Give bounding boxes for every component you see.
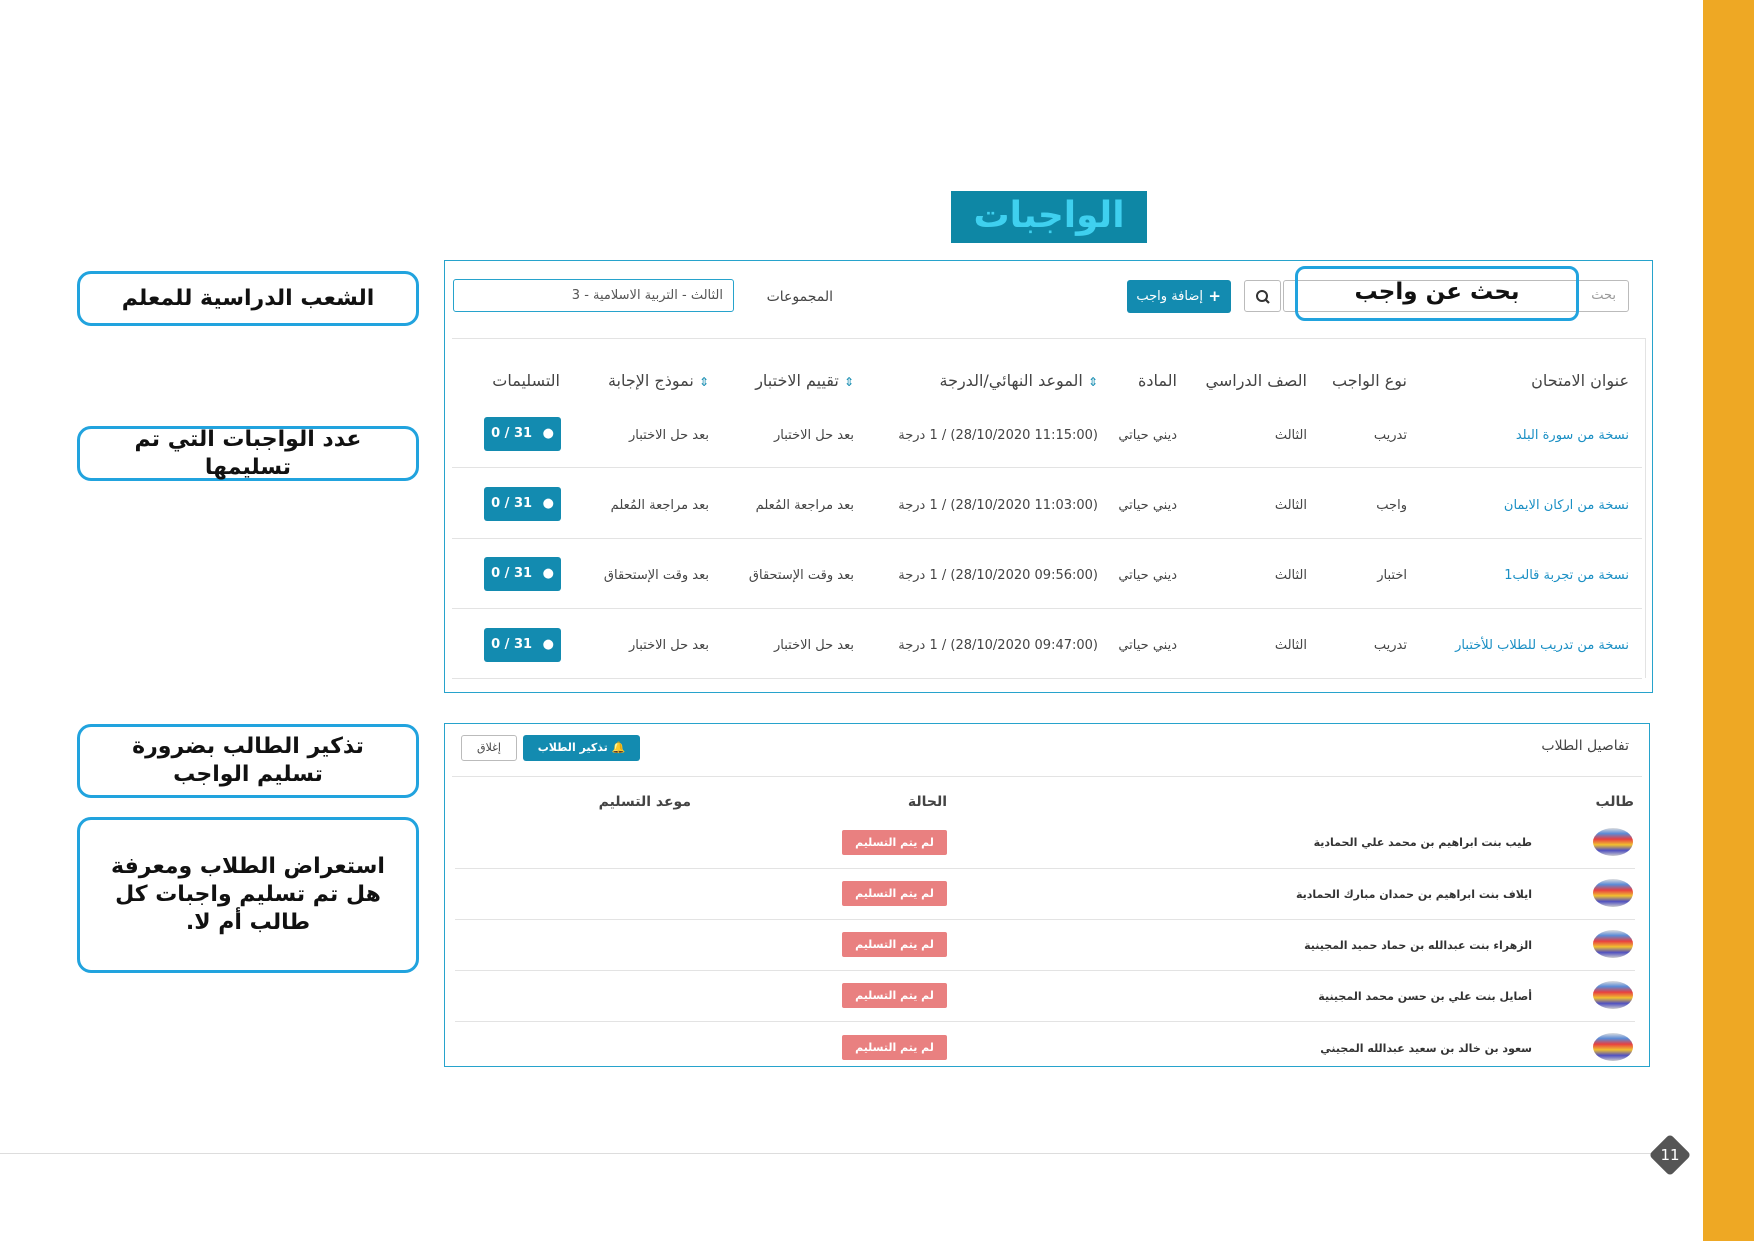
col-header-status: الحالة [907,794,947,810]
submissions-button[interactable] [484,628,561,662]
exam-title-link[interactable]: نسخة من سورة البلد [1515,428,1629,443]
search-icon [1245,281,1282,313]
table-cell-answer: بعد حل الاختبار [628,638,709,653]
close-button[interactable]: إغلاق [461,735,517,761]
remind-students-label: تذكير الطلاب [537,741,608,754]
row-divider [455,868,1635,869]
page-title: الواجبات [951,191,1147,243]
submissions-count: 0 / 31 [491,496,533,511]
exam-title-link[interactable]: نسخة من اركان الايمان [1503,498,1629,513]
details-title: تفاصيل الطلاب [1541,738,1629,754]
callout-review: استعراض الطلاب ومعرفة هل تم تسليم واجبات كل طالب أم لا. [77,817,419,973]
col-header-answer-label: نموذج الإجابة [607,371,694,390]
col-header-type: نوع الواجب [1332,371,1407,390]
row-divider [455,1021,1635,1022]
sort-icon: ⇕ [698,375,709,389]
user-icon: ● [542,496,554,511]
search-button[interactable] [1244,280,1281,312]
divider [452,776,1642,777]
status-badge: لم يتم التسليم [842,1035,947,1060]
col-header-due[interactable] [939,371,1098,390]
homework-panel [444,260,1653,693]
table-cell-grade: الثالث [1274,428,1307,443]
table-cell-grade: الثالث [1274,568,1307,583]
user-icon: ● [542,637,554,652]
avatar [1593,828,1633,856]
status-badge: لم يتم التسليم [842,881,947,906]
table-cell-subject: ديني حياتي [1118,428,1177,443]
callout-remind: تذكير الطالب بضرورة تسليم الواجب [77,724,419,798]
exam-title-link[interactable]: نسخة من تدريب للطلاب للأختبار [1455,638,1629,653]
submissions-button[interactable] [484,487,561,521]
add-homework-label: إضافة واجب [1136,289,1203,304]
groups-select[interactable]: الثالث - التربية الاسلامية - 3 [453,279,734,312]
table-cell-type: واجب [1376,498,1407,513]
table-cell-subject: ديني حياتي [1118,498,1177,513]
avatar [1593,981,1633,1009]
col-header-title: عنوان الامتحان [1531,371,1629,390]
row-divider [455,919,1635,920]
table-cell-answer: بعد حل الاختبار [628,428,709,443]
submissions-button[interactable] [484,417,561,451]
sort-icon: ⇕ [843,375,854,389]
col-header-student: طالب [1595,794,1634,810]
avatar [1593,1033,1633,1061]
row-divider [452,608,1642,609]
table-cell-answer: بعد مراجعة المُعلم [610,498,709,513]
col-header-subject: المادة [1138,371,1177,390]
page-number: 11 [1660,1146,1680,1164]
table-cell-due: (09:47:00 28/10/2020) / 1 درجة [898,638,1098,653]
table-cell-subject: ديني حياتي [1118,638,1177,653]
callout-groups: الشعب الدراسية للمعلم [77,271,419,326]
plus-icon: + [1208,287,1221,305]
status-badge: لم يتم التسليم [842,932,947,957]
callout-count: عدد الواجبات التي تم تسليمها [77,426,419,481]
col-header-eval[interactable] [755,371,854,390]
table-cell-grade: الثالث [1274,638,1307,653]
table-cell-subject: ديني حياتي [1118,568,1177,583]
submissions-count: 0 / 31 [491,637,533,652]
user-icon: ● [542,426,554,441]
table-cell-due: (11:15:00 28/10/2020) / 1 درجة [898,428,1098,443]
accent-bar [1703,0,1754,1241]
student-name: طيب بنت ابراهيم بن محمد علي الحمادية [1313,836,1532,849]
table-cell-grade: الثالث [1274,498,1307,513]
table-cell-eval: بعد حل الاختبار [773,428,854,443]
page-number-badge [1649,1134,1691,1176]
table-cell-eval: بعد مراجعة المُعلم [755,498,854,513]
status-badge: لم يتم التسليم [842,983,947,1008]
status-badge: لم يتم التسليم [842,830,947,855]
table-cell-eval: بعد وقت الإستحقاق [748,568,854,583]
submissions-count: 0 / 31 [491,566,533,581]
table-cell-type: تدريب [1373,428,1407,443]
row-divider [452,467,1642,468]
divider [1645,338,1646,678]
col-header-delivery-date: موعد التسليم [598,794,691,810]
table-cell-answer: بعد وقت الإستحقاق [603,568,709,583]
student-name: ايلاف بنت ابراهيم بن حمدان مبارك الحمادية [1295,888,1532,901]
table-cell-type: تدريب [1373,638,1407,653]
col-header-eval-label: تقييم الاختبار [755,371,839,390]
search-placeholder: بحث [1591,288,1616,303]
col-header-grade: الصف الدراسي [1205,371,1307,390]
table-cell-eval: بعد حل الاختبار [773,638,854,653]
avatar [1593,879,1633,907]
col-header-answer[interactable] [608,371,709,390]
sort-icon: ⇕ [1087,375,1098,389]
add-homework-button[interactable] [1127,280,1231,313]
avatar [1593,930,1633,958]
user-icon: ● [542,566,554,581]
row-divider [455,970,1635,971]
groups-label: المجموعات [766,289,833,305]
table-cell-due: (11:03:00 28/10/2020) / 1 درجة [898,498,1098,513]
exam-title-link[interactable]: نسخة من تجربة قالب1 [1504,568,1629,583]
footer-divider [0,1153,1660,1154]
table-cell-type: اختبار [1377,568,1407,583]
submissions-count: 0 / 31 [491,426,533,441]
table-cell-due: (09:56:00 28/10/2020) / 1 درجة [898,568,1098,583]
student-name: سعود بن خالد بن سعيد عبدالله المجيني [1320,1042,1532,1055]
divider [452,338,1646,339]
remind-students-button[interactable] [523,735,640,761]
row-divider [452,538,1642,539]
bell-icon: 🔔 [611,741,626,754]
student-name: أصايل بنت علي بن حسن محمد المجينية [1318,990,1532,1003]
row-divider [452,678,1642,679]
submissions-button[interactable] [484,557,561,591]
col-header-submissions: التسليمات [492,371,560,390]
col-header-due-label: الموعد النهائي/الدرجة [939,371,1083,390]
search-highlight-label: بحث عن واجب [1295,266,1579,321]
student-name: الزهراء بنت عبدالله بن حماد حميد المجينية [1304,939,1532,952]
